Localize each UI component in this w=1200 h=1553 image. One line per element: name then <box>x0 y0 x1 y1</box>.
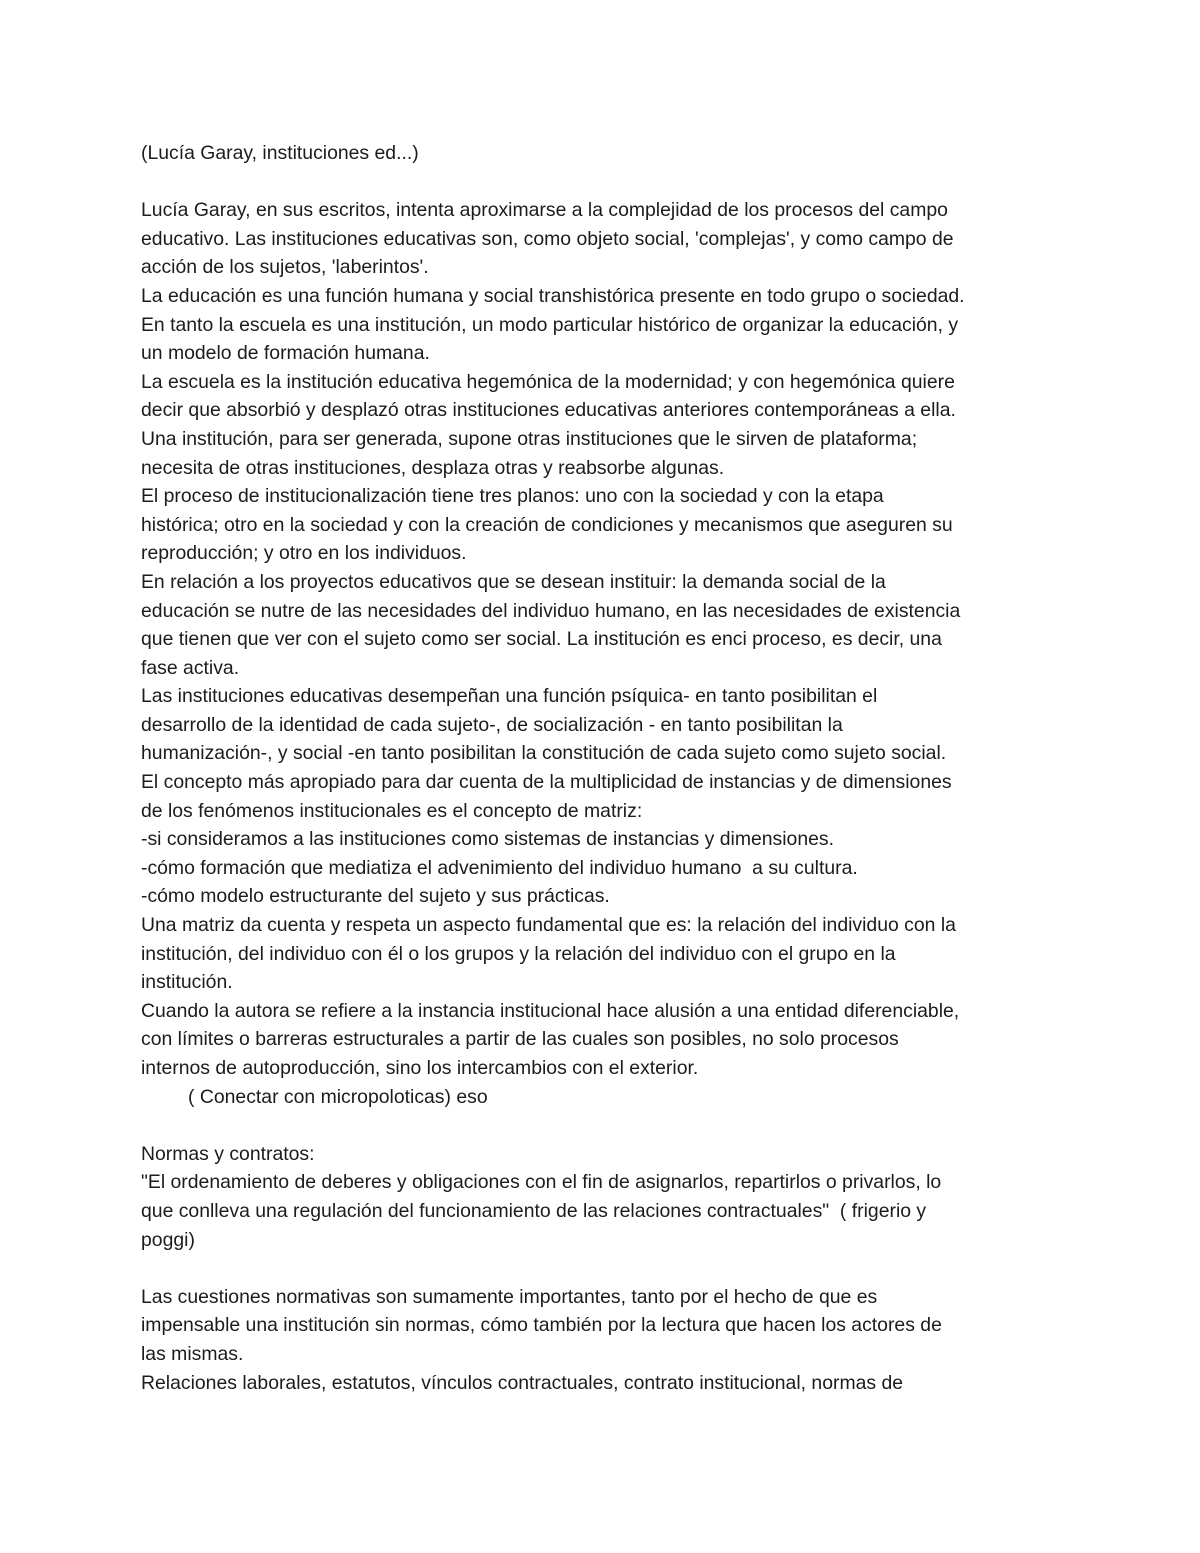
text-line: internos de autoproducción, sino los intercambios con el exterior. <box>141 1057 699 1079</box>
text-line: decir que absorbió y desplazó otras instituciones educativas anteriores contemporáneas a ella. <box>141 399 956 422</box>
text-line: Las instituciones educativas desempeñan una función psíquica- en tanto posibilitan el <box>141 685 878 708</box>
text-line: -cómo formación que mediatiza el advenimiento del individuo humano a su cultura. <box>141 856 858 879</box>
text-line: La educación es una función humana y social transhistórica presente en todo grupo o sociedad. <box>141 284 965 307</box>
text-line: Una matriz da cuenta y respeta un aspecto fundamental que es: la relación del individuo con la <box>141 914 956 937</box>
text-line: poggi) <box>141 1228 195 1251</box>
text-line: las mismas. <box>141 1342 244 1365</box>
text-line: El proceso de institucionalización tiene tres planos: uno con la sociedad y con la etapa <box>141 485 884 508</box>
text-line: impensable una institución sin normas, cómo también por la lectura que hacen los actores de <box>141 1314 942 1337</box>
text-line: fase activa. <box>141 656 240 679</box>
section-heading: Normas y contratos: <box>141 1142 315 1165</box>
section-quote <box>141 1168 1066 1254</box>
text-line: Una institución, para ser generada, supone otras instituciones que le sirven de plataforma; <box>141 427 918 450</box>
section-garay-summary <box>141 196 1066 1082</box>
text-line: un modelo de formación humana. <box>141 342 430 365</box>
blank-line <box>141 168 1066 197</box>
text-line: que conlleva una regulación del funcionamiento de las relaciones contractuales" ( frigerio y <box>141 1199 927 1222</box>
text-line: En relación a los proyectos educativos que se desean instituir: la demanda social de la <box>141 570 886 593</box>
text-line: El concepto más apropiado para dar cuenta de la multiplicidad de instancias y de dimensiones <box>141 771 952 794</box>
text-line: institución. <box>141 971 233 994</box>
document-body <box>141 139 1066 1397</box>
text-line: -cómo modelo estructurante del sujeto y sus prácticas. <box>141 885 610 908</box>
text-line: La escuela es la institución educativa hegemónica de la modernidad; y con hegemónica quiere <box>141 370 955 393</box>
text-line: reproducción; y otro en los individuos. <box>141 542 467 565</box>
text-line: institución, del individuo con él o los grupos y la relación del individuo con el grupo en la <box>141 942 896 965</box>
text-line: histórica; otro en la sociedad y con la creación de condiciones y mecanismos que aseguren su <box>141 513 953 536</box>
text-line: desarrollo de la identidad de cada sujeto-, de socialización - en tanto posibilitan la <box>141 713 843 736</box>
text-line: humanización-, y social -en tanto posibilitan la constitución de cada sujeto como sujeto social. <box>141 742 947 765</box>
indented-note: ( Conectar con micropoloticas) eso <box>188 1085 488 1108</box>
text-line: con límites o barreras estructurales a partir de las cuales son posibles, no solo procesos <box>141 1028 899 1051</box>
blank-line <box>141 1254 1066 1283</box>
text-line: acción de los sujetos, 'laberintos'. <box>141 256 429 279</box>
text-line: Lucía Garay, en sus escritos, intenta aproximarse a la complejidad de los procesos del campo <box>141 199 948 222</box>
text-line: Cuando la autora se refiere a la instancia institucional hace alusión a una entidad diferenciable, <box>141 999 960 1022</box>
text-line: educación se nutre de las necesidades del individuo humano, en las necesidades de existencia <box>141 599 961 622</box>
text-line: Relaciones laborales, estatutos, vínculos contractuales, contrato institucional, normas de <box>141 1371 904 1394</box>
text-line: necesita de otras instituciones, desplaza otras y reabsorbe algunas. <box>141 456 725 479</box>
text-line: que tienen que ver con el sujeto como ser social. La institución es enci proceso, es decir, una <box>141 628 942 651</box>
text-line: -si consideramos a las instituciones como sistemas de instancias y dimensiones. <box>141 828 834 851</box>
text-line: educativo. Las instituciones educativas son, como objeto social, 'complejas', y como campo de <box>141 227 954 250</box>
header-note: (Lucía Garay, instituciones ed...) <box>141 142 419 164</box>
text-line: Las cuestiones normativas son sumamente importantes, tanto por el hecho de que es <box>141 1285 878 1308</box>
text-line: "El ordenamiento de deberes y obligaciones con el fin de asignarlos, repartirlos o privarlos, lo <box>141 1171 942 1194</box>
text-line: de los fenómenos institucionales es el concepto de matriz: <box>141 799 643 822</box>
text-line: En tanto la escuela es una institución, un modo particular histórico de organizar la educación, y <box>141 313 959 336</box>
section-normative <box>141 1283 1066 1397</box>
blank-line <box>141 1111 1066 1140</box>
